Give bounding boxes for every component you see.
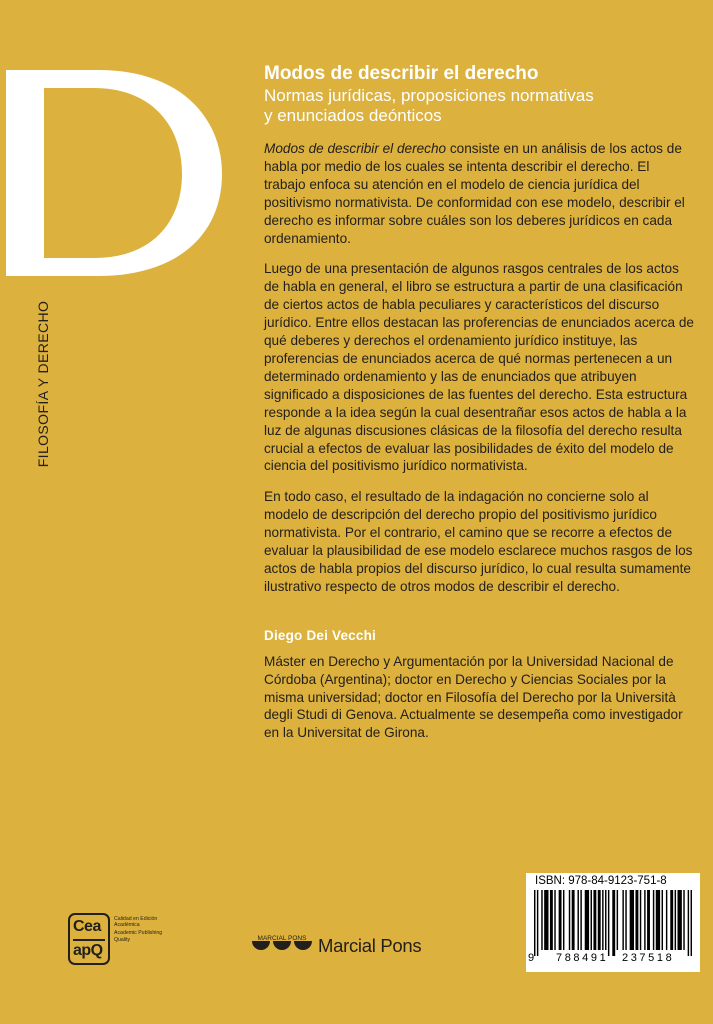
seal-caption-es: Calidad en Edición Académica [114,916,158,929]
back-cover-text [264,62,694,742]
publisher-mark-icon [250,933,316,959]
barcode-bar [662,890,663,950]
barcode-bar [670,890,673,950]
barcode-bar [617,890,618,950]
barcode-bar [602,890,603,950]
barcode-bar [622,890,623,950]
series-name: FILOSOFÍA Y DERECHO [35,300,51,468]
monogram-d-shape [6,70,222,276]
barcode-bar [691,890,692,956]
cea-apq-seal [68,913,178,969]
seal-divider [73,939,105,941]
barcode-bar [580,890,581,950]
seal-caption-en: Academic Publishing Quality [114,930,163,943]
publisher-mark-text: MARCIAL PONS [257,935,307,942]
blurb-paragraph-3: En todo caso, el resultado de la indagación no concierne solo al modelo de descripción del derecho propio del positivismo jurídico normativista. Por el contrario, el camino que se recorre a efectos de evaluar la plausibilidad de ese modelo esclarece muchos rasgos de los actos de habla propios del discurso jurídico, lo cual resulta sumamente ilustrativo respecto de otros modos de describir el derecho. [264,489,693,594]
barcode-bar [572,890,575,950]
book-subtitle-line1: Normas jurídicas, proposiciones normativas [264,86,594,105]
cea-apq-logo [68,913,110,965]
blurb-paragraph-1-text: consiste en un análisis de los actos de habla por medio de los cuales se intenta describir el derecho. El trabajo enfoca su atención en el modelo de ciencia jurídica del positivismo normativista. De conformidad con ese modelo, describir el derecho es informar sobre cuáles son los deberes jurídicos en cada ordenamiento. [264,141,685,246]
barcode-bar [598,890,601,950]
barcode-bar [612,890,615,956]
barcode-bar [608,890,609,956]
barcode-bar [630,890,634,950]
barcode-bar [577,890,578,950]
barcode-bar [544,890,548,950]
barcode-bar [688,890,689,956]
barcode-bar [605,890,606,950]
book-subtitle-line2: y enunciados deónticos [264,106,442,125]
blurb-title-italic: Modos de describir el derecho [264,141,447,156]
monogram-f-letter: f [50,166,67,231]
barcode-bar [554,890,555,950]
barcode-bar [569,890,570,950]
barcode-bar [675,890,676,950]
series-monogram-logo [6,68,224,278]
isbn-number: ISBN: 978-84-9123-751-8 [535,875,667,887]
publisher-name: Marcial Pons [318,935,422,956]
barcode-bar [647,890,650,950]
barcode-bar [640,890,641,950]
barcode-bar [683,890,684,950]
author-bio: Máster en Derecho y Argumentación por la Universidad Nacional de Córdoba (Argentina); doctor en Derecho y Ciencias Sociales por la misma universidad; doctor en Filosofía del Derecho por la Università degli Studi di Genova. Actualmente se desempeña como investigador en la Universitat de Girona. [264,653,683,741]
barcode-bar [666,890,667,950]
barcode-bar [563,890,564,950]
barcode-digits-left: 788491 [556,952,609,964]
series-label [28,298,58,470]
barcode-bar [653,890,654,950]
barcode-bar [541,890,542,950]
barcode-bar [585,890,589,950]
barcode-bar [550,890,553,950]
barcode-bar [593,890,596,950]
barcode-bar [635,890,638,950]
barcode-bar [625,890,626,950]
blurb-paragraph-1 [264,140,694,247]
barcode-digit-lead: 9 [528,952,535,964]
barcode-bar [644,890,645,950]
barcode-digits-right: 237518 [622,952,675,964]
publisher-logo [250,931,440,961]
barcode-bar [591,890,592,950]
author-name: Diego Dei Vecchi [264,627,376,643]
barcode-bars [534,890,692,956]
barcode-bar [656,890,660,950]
barcode-bar [559,890,562,950]
seal-caption [114,916,176,943]
blurb-paragraph-2: Luego de una presentación de algunos rasgos centrales de los actos de habla en general, el libro se estructura a partir de una clasificación de ciertos actos de habla peculiares y característicos del discurso jurídico. Entre ellos destacan las proferencias de enunciados acerca de qué deberes y derechos el ordenamiento jurídico instituye, las proferencias de enunciados acerca de qué normas pertenecen a un determinado ordenamiento y las de enunciados que atribuyen significado a disposiciones de las fuentes del derecho. Esta estructura responde a la idea según la cual desentrañar esos actos de habla a la luz de algunas discusiones clásicas de la filosofía del derecho resulta crucial a efectos de evaluar las posibilidades de éxito del modelo de ciencia del positivismo jurídico normativista. [264,261,694,474]
book-title: Modos de describir el derecho [264,63,539,84]
barcode-bar [537,890,538,956]
barcode-bar [678,890,682,950]
barcode-bar [534,890,535,956]
isbn-barcode [526,873,700,972]
seal-line2: apQ [73,942,103,959]
seal-line1: Cea [73,918,101,935]
